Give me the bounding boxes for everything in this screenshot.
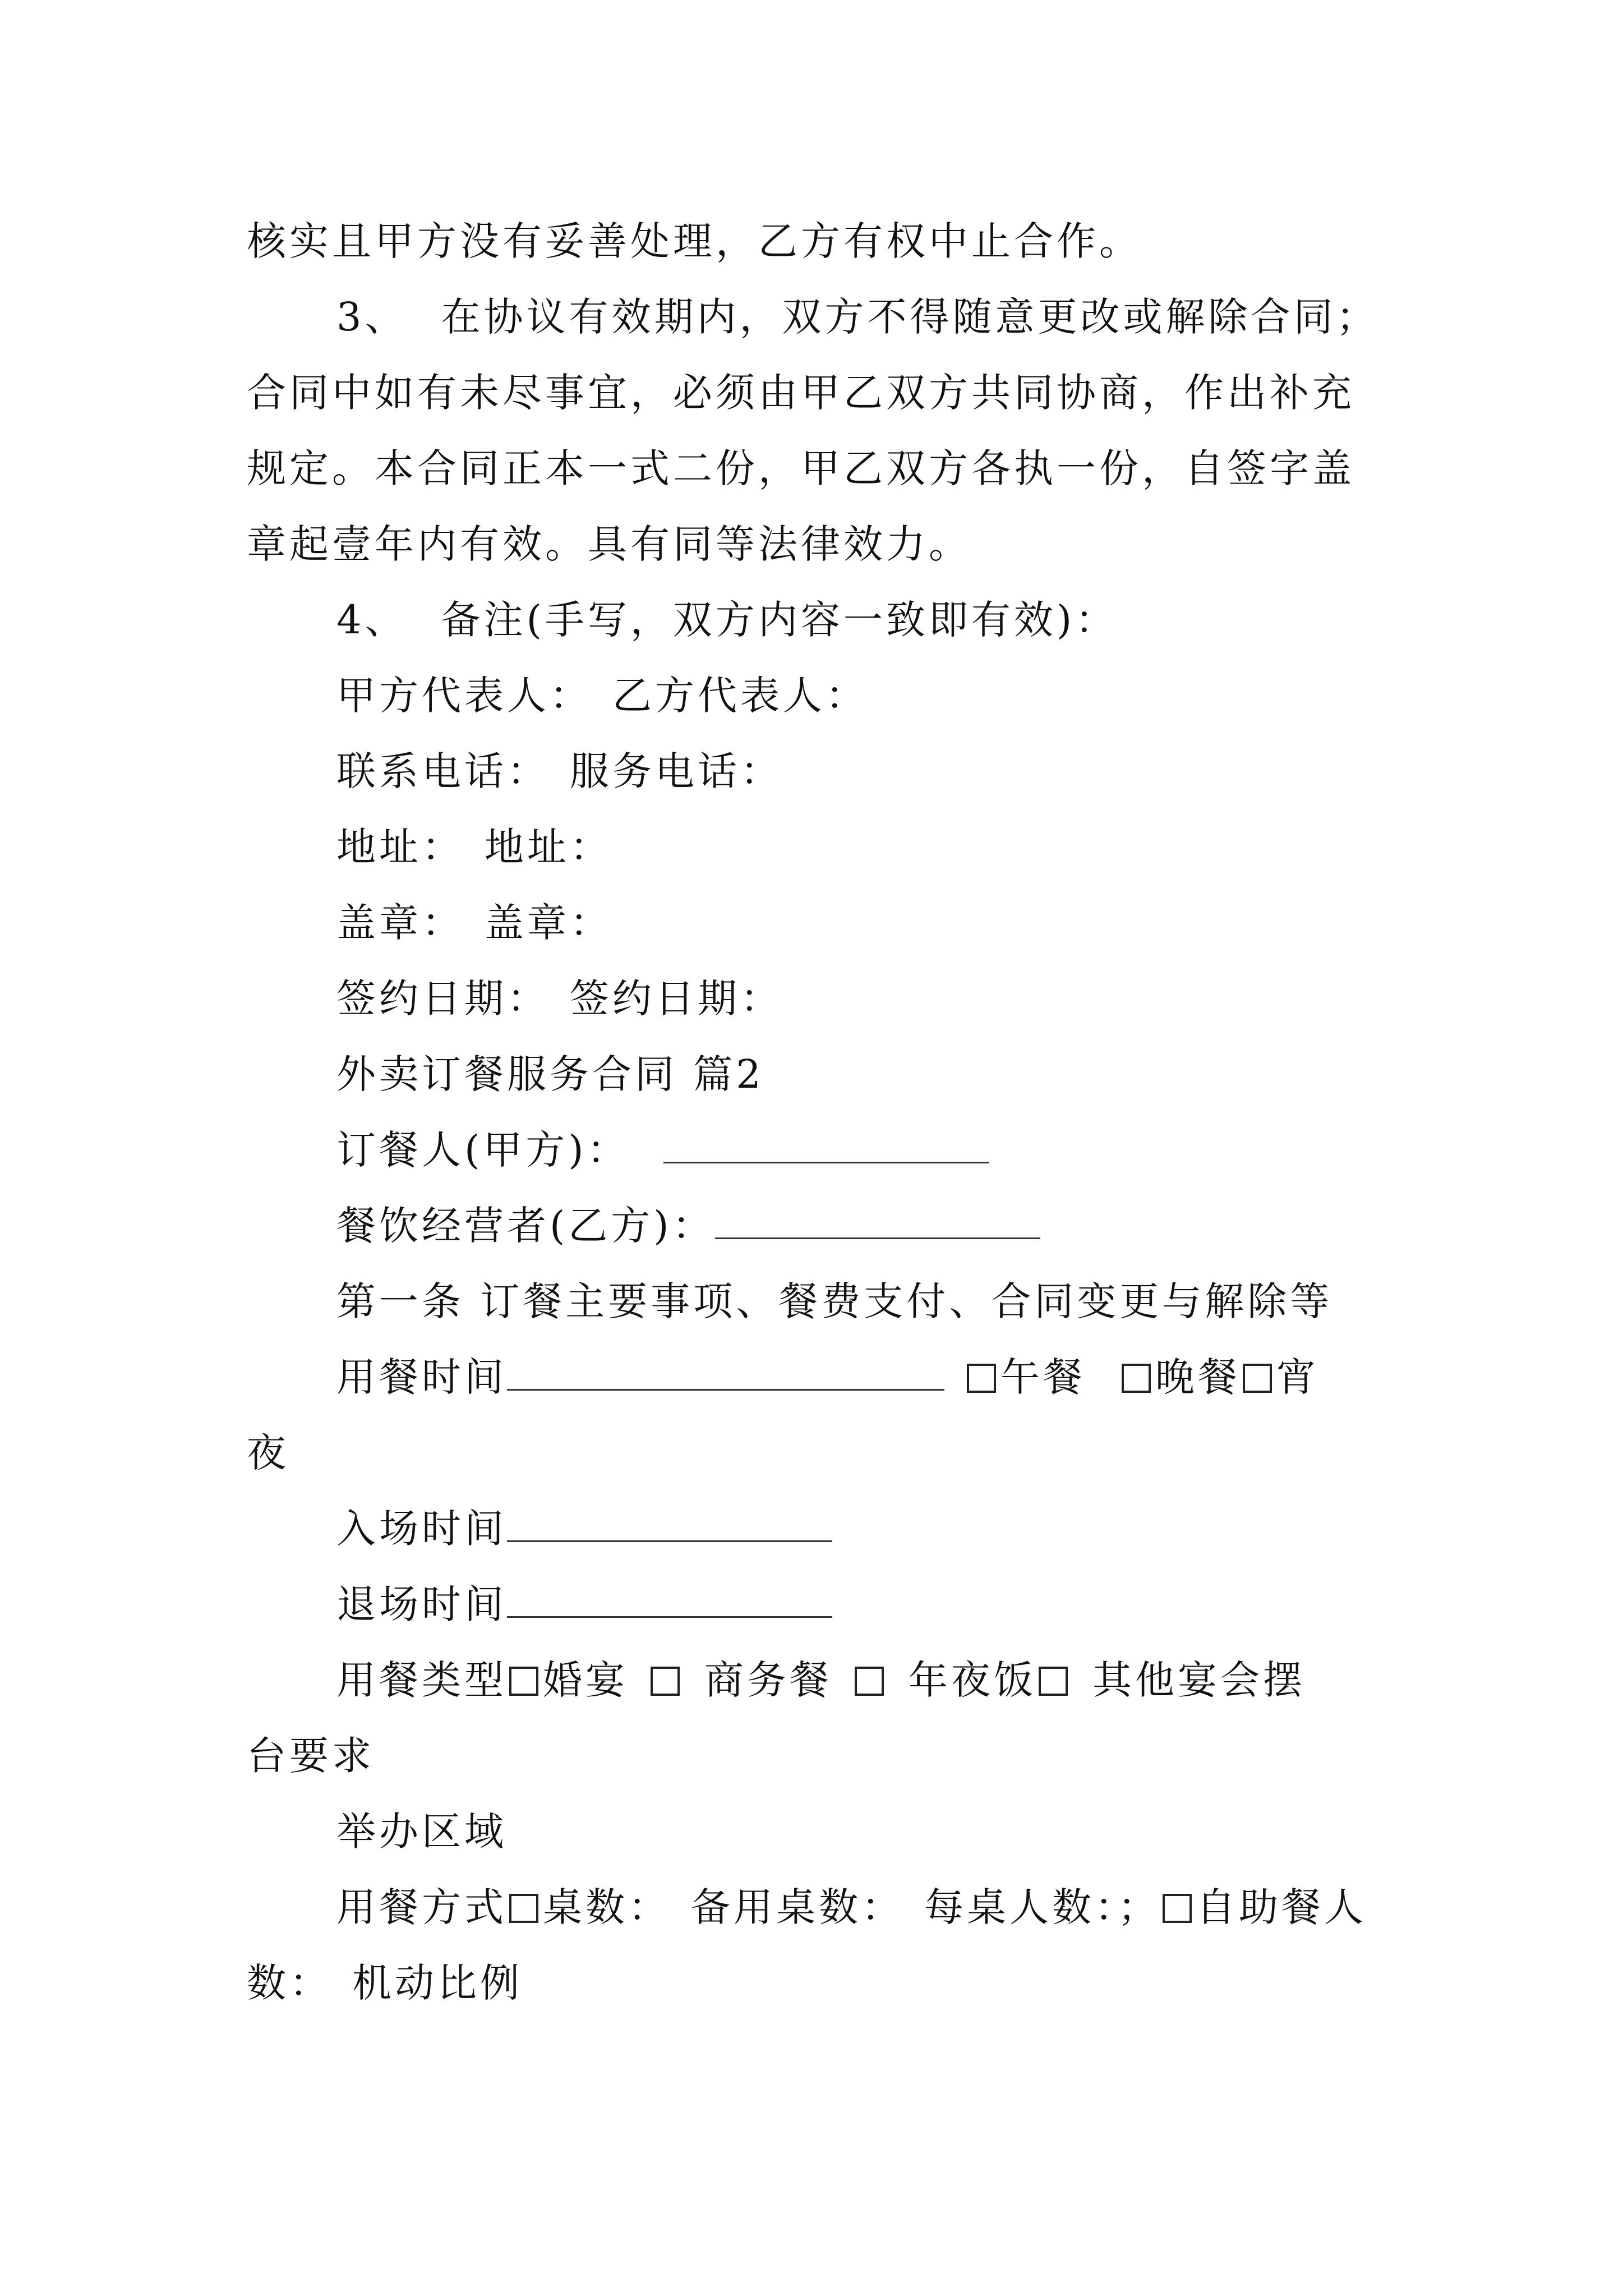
other-banquet-label: 其他宴会摆: [1092, 1657, 1306, 1703]
table-count-label: 桌数：: [543, 1884, 671, 1930]
dining-method-label: 用餐方式: [336, 1884, 507, 1930]
clause-number: 4、: [336, 597, 408, 643]
dinner-label: 晚餐: [1155, 1354, 1241, 1400]
meal-time-blank[interactable]: [507, 1354, 944, 1391]
entry-time-line: [336, 1501, 832, 1557]
clause-3-line: [336, 289, 1379, 345]
entry-time-label: 入场时间: [336, 1506, 507, 1552]
operator-blank[interactable]: [715, 1203, 1040, 1239]
text: 章起壹年内有效。具有同等法律效力。: [247, 521, 971, 567]
exit-time-blank[interactable]: [507, 1581, 832, 1618]
orderer-blank[interactable]: [663, 1127, 989, 1163]
lunch-checkbox[interactable]: [967, 1364, 996, 1393]
text-line: [247, 1728, 375, 1784]
seal-line: [336, 895, 612, 951]
party-b-seal-label: 盖章：: [485, 900, 612, 946]
section-title: [336, 1046, 764, 1102]
venue-area-line: [336, 1803, 507, 1860]
new-year-dinner-checkbox[interactable]: [855, 1667, 884, 1696]
per-table-people-label: 每桌人数：: [924, 1884, 1118, 1930]
other-banquet-checkbox[interactable]: [1039, 1667, 1068, 1696]
party-b-address-label: 地址：: [485, 824, 612, 870]
exit-time-label: 退场时间: [336, 1581, 507, 1627]
separator: ；: [1118, 1884, 1160, 1930]
new-year-dinner-label: 年夜饭: [909, 1657, 1036, 1703]
party-a-address-label: 地址：: [336, 824, 464, 870]
buffet-checkbox[interactable]: [1163, 1894, 1192, 1923]
meal-type-label: 用餐类型: [336, 1657, 507, 1703]
sign-date-line: [336, 970, 783, 1027]
article-1-title: [336, 1273, 1332, 1329]
text: 合同中如有未尽事宜，必须由甲乙双方共同协商，作出补充: [247, 370, 1355, 416]
address-line: [336, 819, 612, 875]
late-night-checkbox[interactable]: [1243, 1364, 1272, 1393]
buffet-people-label-part1: 自助餐人: [1196, 1884, 1367, 1930]
text-line: [247, 440, 1355, 496]
operator-label: 餐饮经营者(乙方)：: [336, 1203, 715, 1249]
wedding-checkbox[interactable]: [509, 1667, 538, 1696]
exit-time-line: [336, 1576, 832, 1632]
venue-area-label: 举办区域: [336, 1809, 507, 1855]
party-a-sign-date-label: 签约日期：: [336, 976, 550, 1022]
party-b-representative-label: 乙方代表人：: [612, 673, 868, 719]
lunch-label: 午餐: [1000, 1354, 1086, 1400]
late-night-label-part2: 夜: [247, 1430, 289, 1476]
text: 在协议有效期内，双方不得随意更改或解除合同；: [441, 294, 1379, 340]
phone-line: [336, 743, 783, 799]
article-heading: 第一条 订餐主要事项、餐费支付、合同变更与解除等: [336, 1278, 1333, 1324]
text: 规定。本合同正本一式二份，甲乙双方各执一份，自签字盖: [247, 445, 1355, 491]
text-line: [247, 1425, 289, 1481]
party-b-sign-date-label: 签约日期：: [570, 976, 783, 1022]
operator-line: [336, 1198, 1040, 1254]
text-line: [247, 516, 971, 572]
buffet-people-label-part2: 数：: [247, 1960, 332, 2006]
business-meal-label: 商务餐: [704, 1657, 832, 1703]
text: 核实且甲方没有妥善处理，乙方有权中止合作。: [247, 218, 1142, 264]
orderer-line: [336, 1122, 989, 1178]
orderer-label: 订餐人(甲方)：: [336, 1127, 630, 1173]
table-checkbox[interactable]: [509, 1894, 538, 1923]
service-phone-label: 服务电话：: [570, 748, 783, 794]
section-heading: 外卖订餐服务合同 篇2: [336, 1051, 764, 1097]
business-meal-checkbox[interactable]: [651, 1667, 680, 1696]
contact-phone-label: 联系电话：: [336, 748, 550, 794]
text-line: [247, 365, 1355, 421]
meal-time-line: [336, 1349, 1319, 1405]
flexible-ratio-label: 机动比例: [352, 1960, 523, 2006]
dining-method-line: [336, 1879, 1367, 1935]
text: 台要求: [247, 1733, 375, 1779]
party-a-representative-label: 甲方代表人：: [336, 673, 592, 719]
meal-time-label: 用餐时间: [336, 1354, 507, 1400]
text: 备注(手写，双方内容一致即有效)：: [441, 597, 1118, 643]
clause-number: 3、: [336, 294, 408, 340]
text-line: [247, 213, 1142, 269]
text-line: [247, 1955, 523, 2011]
wedding-label: 婚宴: [543, 1657, 628, 1703]
late-night-label-part1: 宵: [1276, 1354, 1319, 1400]
spare-table-label: 备用桌数：: [691, 1884, 904, 1930]
clause-4-line: [336, 592, 1118, 648]
dinner-checkbox[interactable]: [1122, 1364, 1151, 1393]
entry-time-blank[interactable]: [507, 1506, 832, 1542]
party-a-seal-label: 盖章：: [336, 900, 464, 946]
representative-line: [336, 668, 868, 724]
meal-type-line: [336, 1652, 1306, 1708]
